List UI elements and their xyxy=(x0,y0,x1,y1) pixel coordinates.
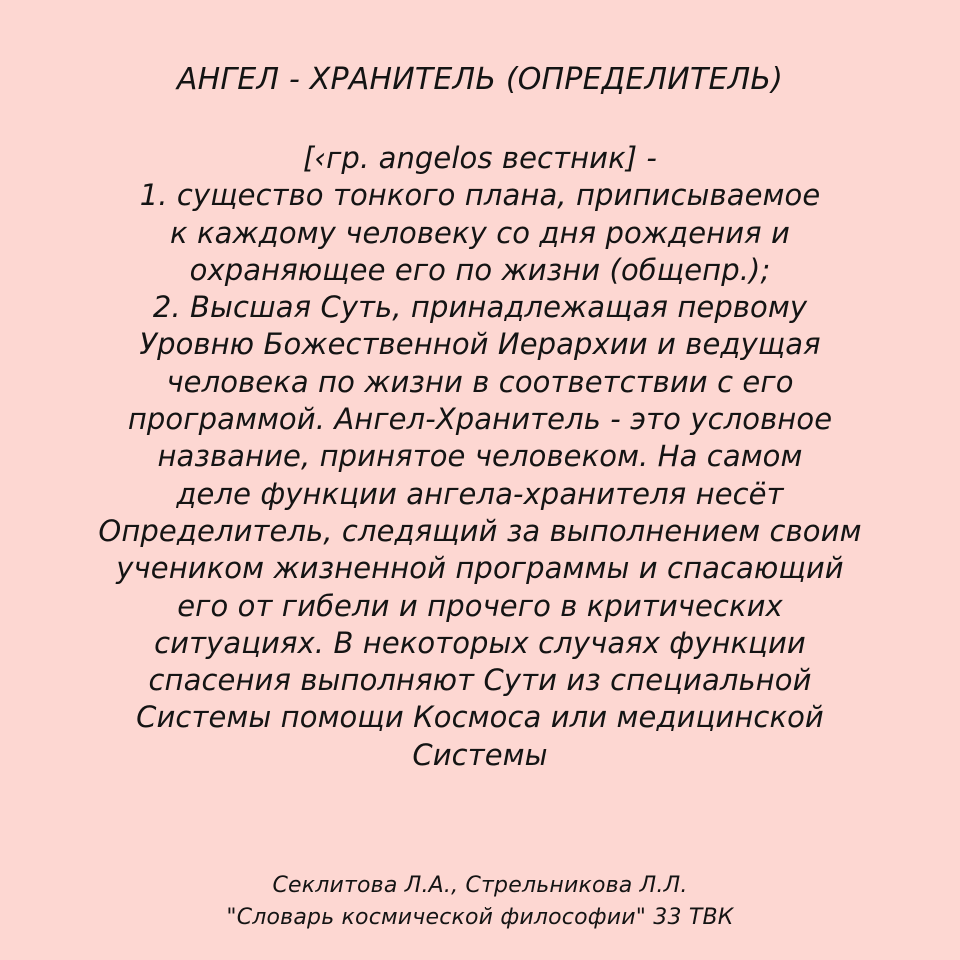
definition-line: к каждому человеку со дня рождения и xyxy=(170,215,790,250)
definition-line: 1. существо тонкого плана, приписываемое xyxy=(139,178,821,213)
definition-line: деле функции ангела-хранителя несёт xyxy=(176,476,784,511)
definition-line: охраняющее его по жизни (общепр.); xyxy=(189,252,771,287)
definition-line: программой. Ангел-Хранитель - это условное xyxy=(127,402,833,437)
source-book: "Словарь космической философии" 33 ТВК xyxy=(226,905,734,930)
definition-line: Уровню Божественной Иерархии и ведущая xyxy=(139,327,821,362)
definition-body xyxy=(0,140,960,774)
definition-line: учеником жизненной программы и спасающий xyxy=(116,551,844,586)
definition-line: Системы помощи Космоса или медицинской xyxy=(136,700,824,735)
definition-line: Системы xyxy=(412,737,548,772)
definition-line: Определитель, следящий за выполнением своим xyxy=(98,513,862,548)
definition-line: название, принятое человеком. На самом xyxy=(157,439,803,474)
definition-line: человека по жизни в соответствии с его xyxy=(166,364,794,399)
definition-line: [‹гр. angelos вестник] - xyxy=(302,141,657,175)
document-title: АНГЕЛ - ХРАНИТЕЛЬ (ОПРЕДЕЛИТЕЛЬ) xyxy=(176,62,784,97)
definition-line: спасения выполняют Сути из специальной xyxy=(148,663,812,698)
definition-line: его от гибели и прочего в критических xyxy=(177,588,783,623)
source-authors: Секлитова Л.А., Стрельникова Л.Л. xyxy=(272,873,688,898)
definition-line: 2. Высшая Суть, принадлежащая первому xyxy=(152,290,808,325)
definition-line: ситуациях. В некоторых случаях функции xyxy=(154,625,806,660)
source-citation xyxy=(0,870,960,934)
